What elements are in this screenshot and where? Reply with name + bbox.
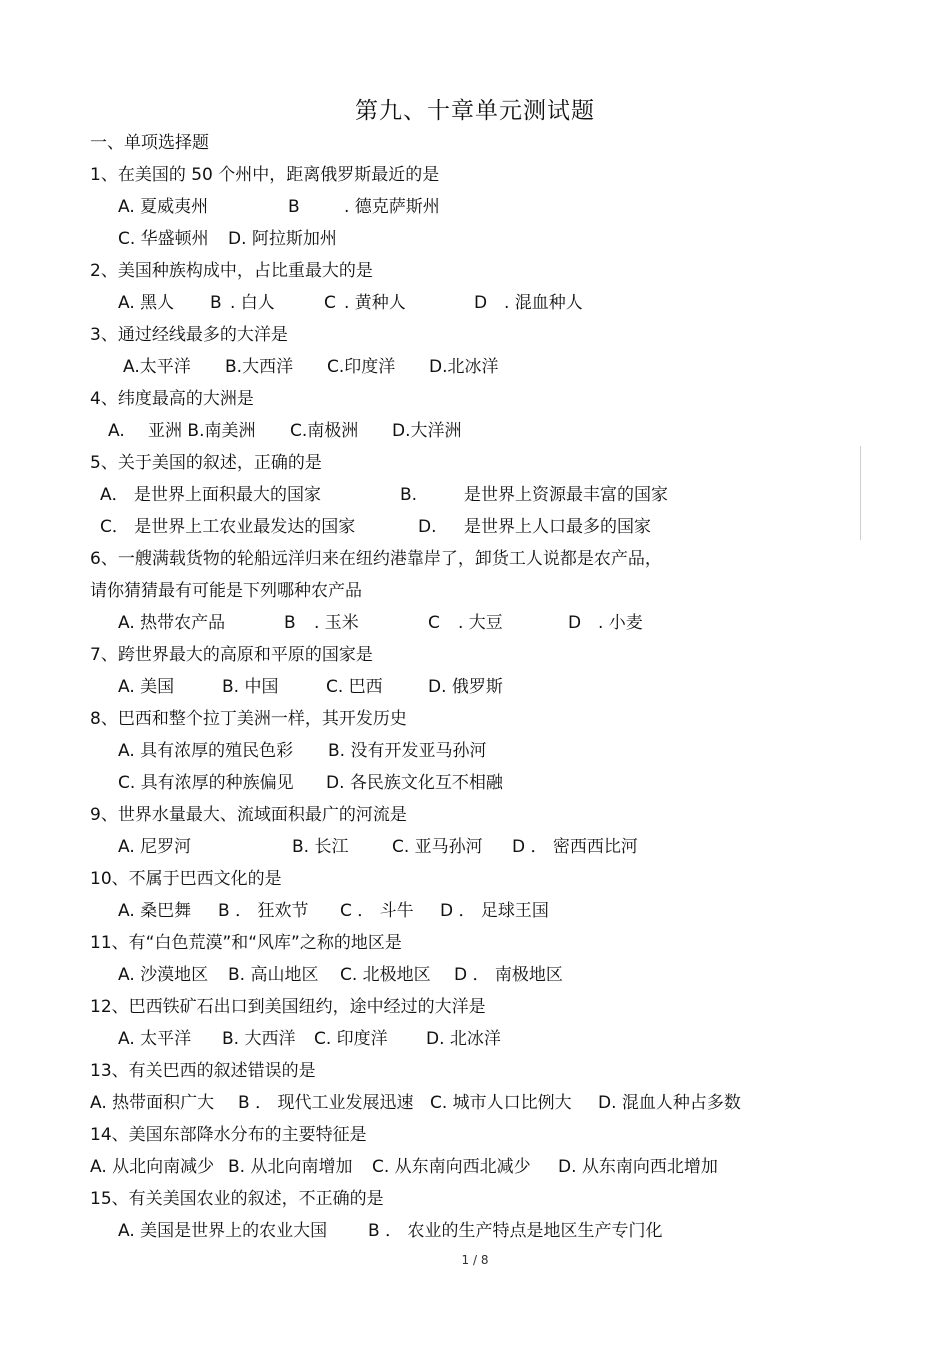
q11-option-b: B. 高山地区 — [228, 965, 319, 985]
q5-option-a: A． 是世界上面积最大的国家 — [100, 485, 322, 505]
q4-option-a-b: 亚洲 B.南美洲 — [148, 421, 256, 441]
q15-option-a: A. 美国是世界上的农业大国 — [118, 1221, 328, 1241]
question-5: 5、关于美国的叙述，正确的是 — [90, 453, 322, 473]
q2-option-b-text: . 白人 — [230, 293, 275, 313]
q11-options — [118, 964, 563, 986]
q1-options-row-2 — [118, 228, 337, 250]
q6-options — [118, 612, 643, 634]
q6-option-b-letter: B — [284, 613, 296, 633]
q1-options-row-1 — [118, 196, 440, 218]
q1-option-d: D. 阿拉斯加州 — [228, 229, 337, 249]
question-1: 1、在美国的 50 个州中，距离俄罗斯最近的是 — [90, 165, 440, 185]
q10-option-b: B ． 狂欢节 — [218, 901, 309, 921]
q11-option-d: D ． 南极地区 — [454, 965, 563, 985]
q1-option-c: C. 华盛顿州 — [118, 229, 209, 249]
q14-option-a: A. 从北向南减少 — [90, 1157, 215, 1177]
q5-option-d-text: 是世界上人口最多的国家 — [464, 517, 651, 537]
q3-option-d: D.北冰洋 — [429, 357, 499, 377]
q5-option-d-letter: D. — [418, 517, 437, 537]
q14-option-c: C. 从东南向西北减少 — [372, 1157, 531, 1177]
question-8: 8、巴西和整个拉丁美洲一样，其开发历史 — [90, 709, 407, 729]
q3-options — [123, 356, 499, 378]
q9-option-b: B. 长江 — [292, 837, 349, 857]
question-9: 9、世界水量最大、流域面积最广的河流是 — [90, 805, 407, 825]
q4-option-d: D.大洋洲 — [392, 421, 462, 441]
q10-options — [118, 900, 549, 922]
question-6-line-2: 请你猜猜最有可能是下列哪种农产品 — [90, 581, 362, 601]
q1-option-b-letter: B — [288, 197, 300, 217]
q5-option-b-text: 是世界上资源最丰富的国家 — [464, 485, 668, 505]
q13-option-c: C. 城市人口比例大 — [430, 1093, 572, 1113]
q5-options-row-2 — [100, 516, 651, 538]
q4-option-c: C.南极洲 — [290, 421, 359, 441]
q10-option-c: C ． 斗牛 — [340, 901, 414, 921]
q2-option-a: A. 黑人 — [118, 293, 175, 313]
q4-options — [108, 420, 462, 442]
q10-option-d: D ． 足球王国 — [440, 901, 549, 921]
q2-option-b-letter: B — [210, 293, 222, 313]
q14-options — [90, 1156, 718, 1178]
q15-option-b: B ． 农业的生产特点是地区生产专门化 — [368, 1221, 663, 1241]
question-10: 10、不属于巴西文化的是 — [90, 869, 282, 889]
q3-option-b: B.大西洋 — [225, 357, 294, 377]
q14-option-d: D. 从东南向西北增加 — [558, 1157, 718, 1177]
q8-option-d: D. 各民族文化互不相融 — [326, 773, 503, 793]
question-15: 15、有关美国农业的叙述，不正确的是 — [90, 1189, 384, 1209]
q6-option-c-text: . 大豆 — [458, 613, 503, 633]
q7-options — [118, 676, 503, 698]
page-title: 第九、十章单元测试题 — [355, 98, 595, 124]
q13-option-d: D. 混血人种占多数 — [598, 1093, 741, 1113]
q9-option-c: C. 亚马孙河 — [392, 837, 483, 857]
q13-option-b: B ． 现代工业发展迅速 — [238, 1093, 414, 1113]
q9-options — [118, 836, 638, 858]
question-14: 14、美国东部降水分布的主要特征是 — [90, 1125, 367, 1145]
q8-option-b: B. 没有开发亚马孙河 — [328, 741, 487, 761]
q6-option-a: A. 热带农产品 — [118, 613, 226, 633]
q11-option-c: C. 北极地区 — [340, 965, 431, 985]
question-2: 2、美国种族构成中，占比重最大的是 — [90, 261, 373, 281]
q6-option-d-text: . 小麦 — [598, 613, 643, 633]
section-heading: 一、单项选择题 — [90, 133, 209, 153]
question-7: 7、跨世界最大的高原和平原的国家是 — [90, 645, 373, 665]
q7-option-c: C. 巴西 — [326, 677, 383, 697]
q1-option-b-text: . 德克萨斯州 — [344, 197, 440, 217]
q7-option-d: D. 俄罗斯 — [428, 677, 503, 697]
question-6: 6、一艘满载货物的轮船远洋归来在纽约港靠岸了，卸货工人说都是农产品， — [90, 549, 662, 569]
q13-options — [90, 1092, 741, 1114]
q10-option-a: A. 桑巴舞 — [118, 901, 192, 921]
question-11: 11、有“白色荒漠”和“风库”之称的地区是 — [90, 933, 402, 953]
q8-option-a: A. 具有浓厚的殖民色彩 — [118, 741, 294, 761]
q12-options — [118, 1028, 501, 1050]
q4-option-a-letter: A. — [108, 421, 125, 441]
question-4: 4、纬度最高的大洲是 — [90, 389, 254, 409]
question-13: 13、有关巴西的叙述错误的是 — [90, 1061, 316, 1081]
q12-option-b: B. 大西洋 — [222, 1029, 296, 1049]
q2-option-d-text: . 混血种人 — [504, 293, 583, 313]
q12-option-a: A. 太平洋 — [118, 1029, 192, 1049]
q5-option-c: C． 是世界上工农业最发达的国家 — [100, 517, 356, 537]
q12-option-d: D. 北冰洋 — [426, 1029, 501, 1049]
question-12: 12、巴西铁矿石出口到美国纽约，途中经过的大洋是 — [90, 997, 486, 1017]
q3-option-a: A.太平洋 — [123, 357, 191, 377]
q11-option-a: A. 沙漠地区 — [118, 965, 209, 985]
q7-option-a: A. 美国 — [118, 677, 175, 697]
q15-options — [118, 1220, 662, 1242]
q2-option-c-text: . 黄种人 — [344, 293, 406, 313]
q12-option-c: C. 印度洋 — [314, 1029, 388, 1049]
q5-options-row-1 — [100, 484, 668, 506]
q3-option-c: C.印度洋 — [327, 357, 396, 377]
q6-option-d-letter: D — [568, 613, 582, 633]
q5-option-b-letter: B. — [400, 485, 418, 505]
q2-options — [118, 292, 583, 314]
q14-option-b: B. 从北向南增加 — [228, 1157, 353, 1177]
q1-option-a: A. 夏威夷州 — [118, 197, 209, 217]
q9-option-a: A. 尼罗河 — [118, 837, 192, 857]
q6-option-b-text: . 玉米 — [314, 613, 359, 633]
q8-options-row-2 — [118, 772, 503, 794]
q9-option-d: D ． 密西西比河 — [512, 837, 638, 857]
page-number: 1 / 8 — [461, 1253, 489, 1267]
question-3: 3、通过经线最多的大洋是 — [90, 325, 288, 345]
q8-options-row-1 — [118, 740, 486, 762]
q6-option-c-letter: C — [428, 613, 440, 633]
q13-option-a: A. 热带面积广大 — [90, 1093, 215, 1113]
q8-option-c: C. 具有浓厚的种族偏见 — [118, 773, 294, 793]
margin-rule — [860, 446, 861, 540]
q7-option-b: B. 中国 — [222, 677, 279, 697]
q2-option-c-letter: C — [324, 293, 336, 313]
q2-option-d-letter: D — [474, 293, 488, 313]
